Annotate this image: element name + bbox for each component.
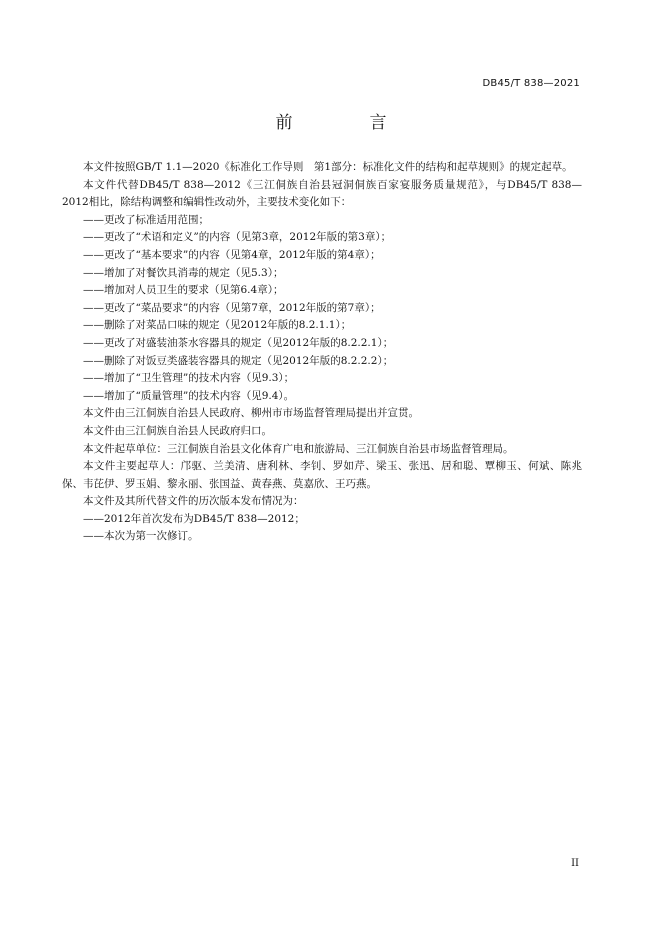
- paragraph-replacement: 本文件代替DB45/T 838—2012《三江侗族自治县冠洞侗族百家宴服务质量规范》，与DB45/T 838—2012相比，除结构调整和编辑性改动外，主要技术变化如下：: [62, 178, 582, 209]
- list-item: ——更改了“术语和定义”的内容（见第3章，2012年版的第3章）；: [83, 231, 392, 244]
- list-item: ——增加了“卫生管理”的技术内容（见9.3）；: [83, 372, 295, 385]
- paragraph-history-intro: 本文件及其所代替文件的历次版本发布情况为：: [83, 495, 304, 508]
- paragraph-drafters: 本文件主要起草人：邝驱、兰美清、唐利林、李钊、罗如芹、梁玉、张迅、居和聪、覃柳玉、何斌、陈兆保、韦芘伊、罗玉娟、黎永丽、张国益、黄春燕、莫嘉欣、王巧燕。: [62, 460, 582, 490]
- list-item: ——本次为第一次修订。: [83, 530, 199, 543]
- list-item: ——2012年首次发布为DB45/T 838—2012；: [83, 512, 305, 525]
- paragraph-drafting-units: 本文件起草单位：三江侗族自治县文化体育广电和旅游局、三江侗族自治县市场监督管理局。: [83, 442, 514, 455]
- page-title: 前 言: [275, 113, 417, 133]
- list-item: ——增加了“质量管理”的技术内容（见9.4）。: [83, 389, 295, 402]
- standard-number: DB45/T 838—2021: [482, 78, 580, 89]
- paragraph-proposer: 本文件由三江侗族自治县人民政府、柳州市市场监督管理局提出并宣贯。: [83, 407, 419, 420]
- page-number: II: [571, 858, 579, 869]
- history-list: [62, 511, 582, 546]
- list-item: ——更改了“菜品要求”的内容（见第7章，2012年版的第7章）；: [83, 301, 381, 314]
- paragraph-drafting-rules: 本文件按照GB/T 1.1—2020《标准化工作导则 第1部分：标准化文件的结构和起草规则》的规定起草。: [83, 161, 573, 173]
- list-item: ——更改了对盛装油茶水容器具的规定（见2012年版的8.2.2.1）；: [83, 336, 394, 349]
- list-item: ——增加了对餐饮具消毒的规定（见5.3）；: [83, 266, 284, 279]
- list-item: ——更改了标准适用范围；: [83, 213, 209, 226]
- list-item: ——增加对人员卫生的要求（见第6.4章）；: [83, 284, 284, 297]
- document-body: [62, 159, 582, 546]
- list-item: ——删除了对菜品口味的规定（见2012年版的8.2.1.1）；: [83, 319, 352, 332]
- paragraph-administrator: 本文件由三江侗族自治县人民政府归口。: [83, 424, 272, 437]
- list-item: ——更改了“基本要求”的内容（见第4章，2012年版的第4章）；: [83, 248, 381, 261]
- changes-list: [62, 212, 582, 406]
- list-item: ——删除了对饭豆类盛装容器具的规定（见2012年版的8.2.2.2）；: [83, 354, 394, 367]
